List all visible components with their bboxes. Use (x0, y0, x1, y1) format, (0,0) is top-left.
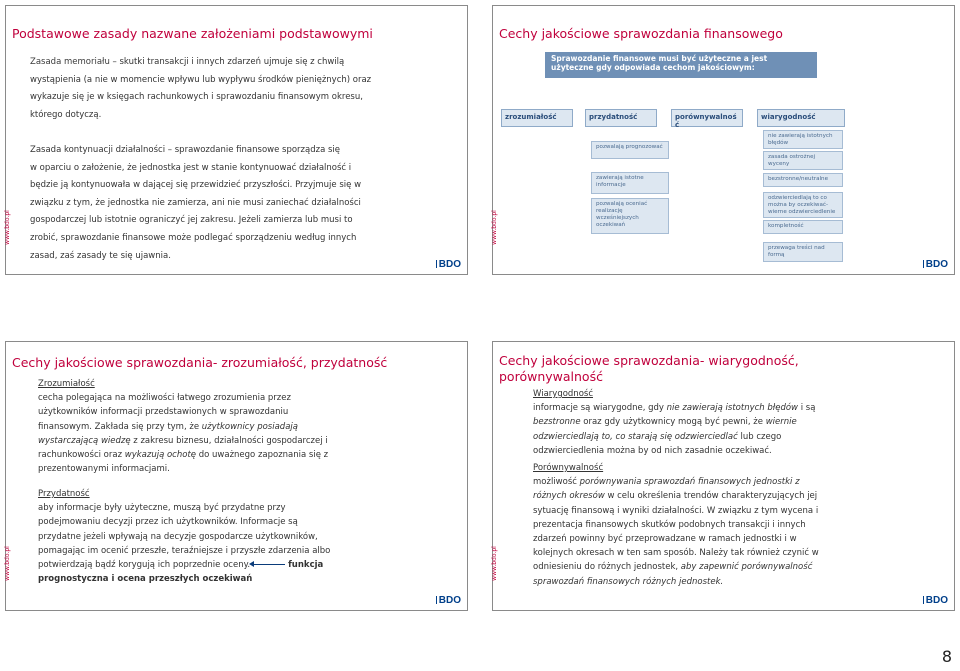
reliability-item: przewaga treści nad formą (763, 242, 843, 262)
comparability-section: Porównywalność możliwość porównywania sprawozdań finansowych jednostki z różnych okresów w celu określenia trendów charakteryzujących jej sytuację finansową i wyniki działalności. W związku z tym wycena i prezentacja finansowych skutków podobnych transakcji i innych zdarzeń powinny być przeprowadzane w ramach jednostki i w kolejnych okresach w ten sam sposób. Należy tak również czynić w odniesieniu do różnych jednostek, aby zapewnić porównywalność sprawozdań finansowych różnych jednostek. (533, 461, 953, 589)
bdo-logo: BDO (923, 259, 948, 270)
going-concern-label: Zasada kontynuacji działalności (30, 145, 166, 155)
header-understandability: zrozumiałość (501, 109, 573, 127)
sidebar-url: www.bdo.pl (490, 546, 498, 581)
header-relevance: przydatność (585, 109, 657, 127)
understandability-heading: Zrozumiałość (38, 379, 95, 389)
sidebar-url: www.bdo.pl (3, 210, 11, 245)
understandability-section: Zrozumiałość cecha polegająca na możliwości łatwego zrozumienia przez użytkowników informacji przedstawionych w sprawozdaniu finansowym. Zakłada się przy tym, że użytkownicy posiadają wystarczającą wiedzę z zakresu biznesu, działalności gospodarczej i rachunkowości oraz wykazują ochotę do uważnego zapoznania się z prezentowanymi informacjami. (38, 377, 458, 476)
slide-title: Cechy jakościowe sprawozdania finansowego (499, 26, 783, 41)
slide-title: Podstawowe zasady nazwane założeniami podstawowymi (12, 26, 373, 41)
reliability-item: nie zawierają istotnych błędów (763, 130, 843, 149)
relevance-item: zawierają istotne informacje (591, 172, 669, 194)
sidebar-url: www.bdo.pl (3, 546, 11, 581)
slide-reliability-comparability (492, 341, 955, 611)
sidebar-url: www.bdo.pl (490, 210, 498, 245)
accrual-paragraph: Zasada memoriału – skutki transakcji i innych zdarzeń ujmuje się z chwilą wystąpienia (a nie w momencie wpływu lub wypływu środków pieniężnych) oraz wykazuje się je w księgach rachunkowych i sprawozdaniu finansowym okresu, którego dotyczą. (30, 57, 372, 120)
slide-understandability-relevance (5, 341, 468, 611)
relevance-item: pozwalają oceniać realizację wcześniejszych oczekiwań (591, 198, 669, 234)
accrual-label: Zasada memoriału (30, 57, 110, 67)
relevance-item: pozwalają prognozować (591, 141, 669, 159)
arrow-left-icon (253, 564, 285, 565)
reliability-item: bezstronne/neutralne (763, 173, 843, 187)
bdo-logo: BDO (436, 595, 461, 606)
header-comparability: porównywalnoś ć (671, 109, 743, 127)
header-reliability: wiarygodność (757, 109, 845, 127)
slide-title: Cechy jakościowe sprawozdania- wiarygodność, porównywalność (499, 353, 799, 384)
comparability-heading: Porównywalność (533, 463, 604, 473)
bdo-logo: BDO (436, 259, 461, 270)
relevance-section: Przydatność aby informacje były użyteczne, muszą być przydatne przy podejmowaniu decyzji przez ich użytkowników. Informacje są przydatne jeżeli wpływają na decyzje gospodarcze użytkowników, pomagając im ocenić przeszłe, teraźniejsze i przyszłe zdarzenia albo potwierdzają bądź korygują ich poprzednie oceny. funkcja prognostyczna i ocena przeszłych oczekiwań (38, 487, 458, 586)
requirement-box: Sprawozdanie finansowe musi być użyteczne a jest użyteczne gdy odpowiada cechom jakościowym: (545, 52, 817, 78)
relevance-heading: Przydatność (38, 489, 90, 499)
page-number: 8 (941, 647, 952, 666)
reliability-heading: Wiarygodność (533, 389, 593, 399)
reliability-section: Wiarygodność informacje są wiarygodne, gdy nie zawierają istotnych błędów i są bezstronne oraz gdy użytkownicy mogą być pewni, że wiernie odzwierciedlają to, co starają się odzwierciedlać lub czego odzwierciedlenia można by od nich zasadnie oczekiwać. (533, 387, 953, 458)
slide-title: Cechy jakościowe sprawozdania- zrozumiałość, przydatność (12, 355, 388, 370)
reliability-item: odzwierciedlają to co można by oczekiwać- wierne odzwierciedlenie (763, 192, 843, 218)
reliability-item: kompletność (763, 220, 843, 234)
going-concern-paragraph: Zasada kontynuacji działalności – sprawozdanie finansowe sporządza się w oparciu o założenie, że jednostka jest w stanie kontynuować działalność i będzie ją kontynuowała w dającej się przewidzieć przyszłości. Przyjmuje się w związku z tym, że jednostka nie zamierza, ani nie musi zaniechać działalności gospodarczej lub istotnie ograniczyć jej zakresu. Jeżeli zamierza lub musi to zrobić, sprawozdanie finansowe może podlegać sporządzeniu według innych zasad, zaś zasady te się ujawnia. (30, 145, 362, 261)
slide-qualitative-features (492, 5, 955, 275)
reliability-item: zasada ostrożnej wyceny (763, 151, 843, 170)
slide-basic-principles (5, 5, 468, 275)
bdo-logo: BDO (923, 595, 948, 606)
